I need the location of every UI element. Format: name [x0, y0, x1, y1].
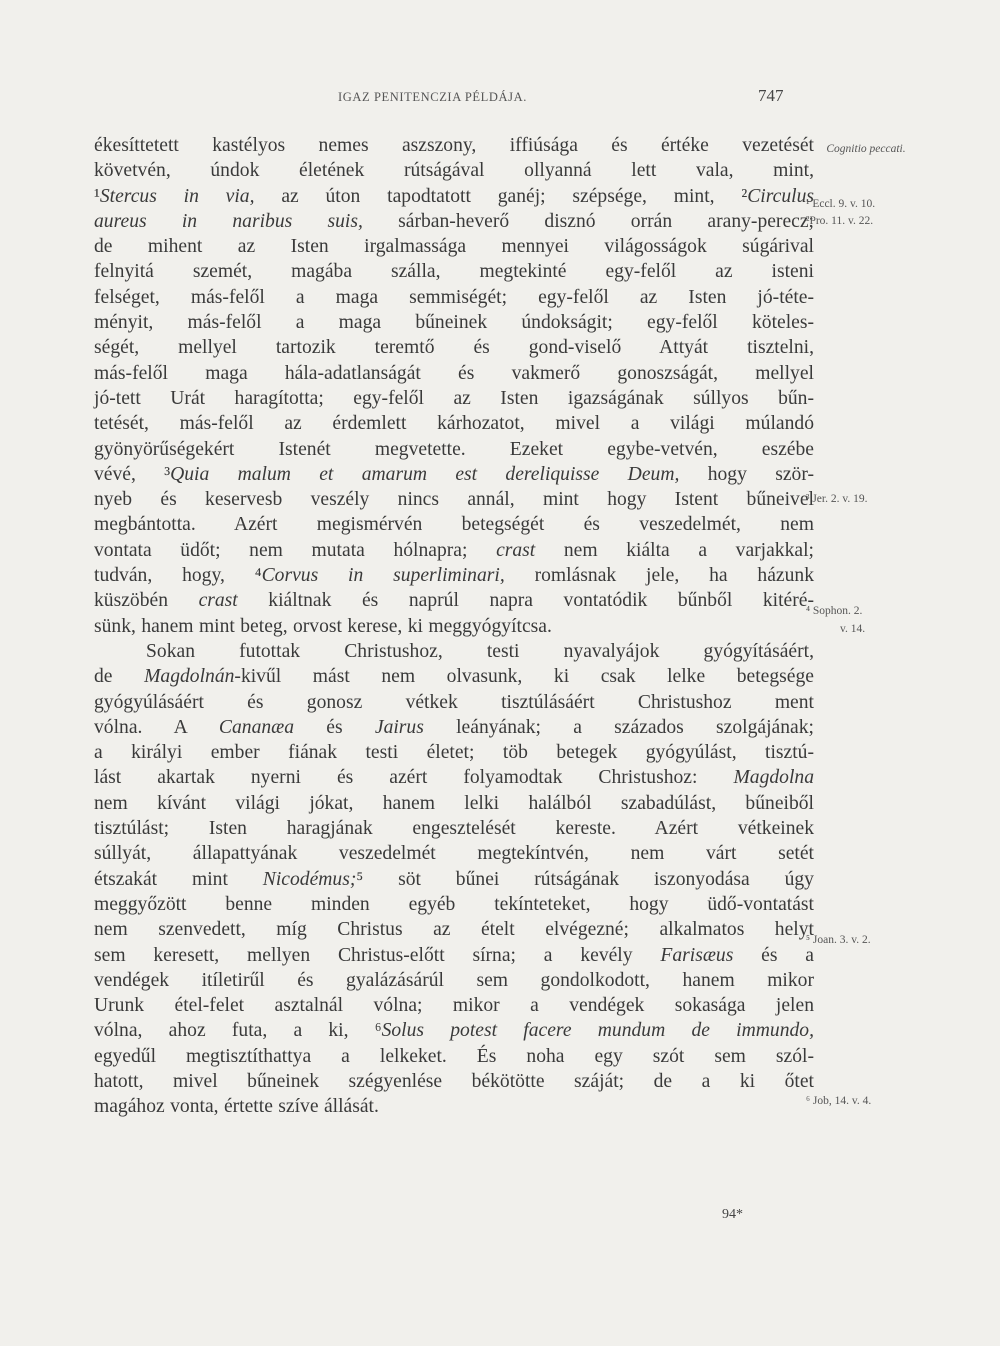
text-line: ¹Stercus in via, az úton tapodtatott ganéj; szépsége, mint, ²Circulus: [94, 185, 815, 207]
text-line: nem szenvedett, míg Christus az ételt elvégezné; alkalmatos helyt: [94, 919, 814, 941]
margin-note-cognitio: Cognitio peccati.: [826, 143, 906, 155]
margin-note-4b: v. 14.: [840, 623, 866, 635]
margin-note-4a: ⁴ Sophon. 2.: [806, 605, 863, 617]
page-header: [0, 86, 1000, 116]
text-line: lást akartak nyerni és azért folyamodtak Christushoz: Magdolna: [94, 767, 814, 789]
text-line: súllyát, állapattyának veszedelmét megtekíntvén, nem várt setét: [94, 843, 814, 865]
text-line: más-felől maga hála-adatlanságát és vakmerő gonoszságát, mellyel: [94, 362, 814, 384]
text-line: jó-tett Urát haragította; egy-felől az Isten igazságának súllyos bűn-: [94, 387, 814, 409]
running-head: IGAZ PENITENCZIA PÉLDÁJA.: [338, 90, 527, 104]
text-line: Urunk étel-felet asztalnál vólna; mikor a vendégek sokasága jelen: [94, 995, 814, 1017]
text-line: nem kívánt világi jókat, hanem lelki halálból szabadúlást, bűneiből: [94, 792, 814, 814]
text-line: követvén, úndok életének rútságával ollyanná lett vala, mint,: [94, 160, 814, 182]
text-line: tisztúlást; Isten haragjának engesztelését kereste. Azért vétkeinek: [94, 818, 814, 840]
text-line: vendégek itíletirűl és gyalázásárúl sem gondolkodott, hanem mikor: [94, 969, 814, 991]
text-line: egyedűl megtisztíthattya a lelkeket. És noha egy szót sem szól-: [94, 1045, 814, 1067]
text-line: tudván, hogy, ⁴Corvus in superliminari, romlásnak jele, ha házunk: [94, 565, 814, 587]
text-line: vólna. A Cananæa és Jairus leányának; a százados szolgájának;: [94, 716, 814, 738]
text-line: a királyi ember fiának testi életet; töb betegek gyógyúlást, tisztú-: [94, 742, 814, 764]
text-line: küszöbén crast kiáltnak és naprúl napra vontatódik bűnből kitéré-: [94, 590, 814, 612]
text-line: tetését, más-felől az érdemlett kárhozatot, mivel a világi múlandó: [94, 413, 814, 435]
margin-note-5: ⁵ Joan. 3. v. 2.: [806, 934, 871, 946]
text-line: magához vonta, értette szíve állását.: [94, 1096, 379, 1118]
text-line: meggyőzött benne minden egyéb tekínteteket, hogy üdő-vontatást: [94, 893, 814, 915]
text-line: sem keresett, mellyen Christus-előtt sírna; a kevély Farisæus és a: [94, 944, 814, 966]
text-line: gyönyörűségekért Istenét megvetette. Ezeket egybe-vetvén, eszébe: [94, 438, 814, 460]
page-number: 747: [758, 86, 784, 105]
text-line: de Magdolnán-kivűl mást nem olvasunk, ki csak lelke betegsége: [94, 666, 814, 688]
text-line: felséget, más-felől a maga semmiségét; egy-felől az Isten jó-téte-: [94, 286, 814, 308]
text-line: vólna, ahoz futa, a ki, ⁶Solus potest facere mundum de immundo,: [94, 1020, 815, 1042]
text-line: nyeb és keservesb veszély nincs annál, mint hogy Istent bűneivel: [94, 489, 814, 511]
margin-note-2: ²Pro. 11. v. 22.: [806, 215, 874, 227]
text-line: megbántotta. Azért megismérvén betegségét és veszedelmét, nem: [94, 514, 814, 536]
text-line: aureus in naribus suis, sárban-heverő disznó orrán arany-perecz;: [94, 210, 814, 232]
signature-mark: 94*: [722, 1207, 743, 1222]
text-line: vévé, ³Quia malum et amarum est dereliquisse Deum, hogy ször-: [94, 463, 814, 485]
text-line: hatott, mivel bűneinek szégyenlése békötötte száját; de a ki őtet: [94, 1070, 814, 1092]
text-line: Sokan futottak Christushoz, testi nyavalyájok gyógyításáért,: [146, 640, 814, 662]
text-line: de mihent az Isten irgalmassága mennyei világosságok súgárival: [94, 236, 814, 258]
text-line: vontata üdőt; nem mutata hólnapra; crast nem kiálta a varjakkal;: [94, 539, 814, 561]
margin-note-6: ⁶ Job, 14. v. 4.: [806, 1095, 872, 1107]
text-line: ségét, mellyel tartozik teremtő és gond-viselő Attyát tisztelni,: [94, 337, 814, 359]
text-line: felnyitá szemét, magába szálla, megtekinté egy-felől az isteni: [94, 261, 814, 283]
body-text: [94, 133, 814, 1120]
text-line: ékesíttetett kastélyos nemes aszszony, iffiúsága és értéke vezetését: [94, 135, 814, 156]
text-line: sünk, hanem mint beteg, orvost kerese, ki meggyógyítcsa.: [94, 615, 552, 637]
text-line: gyógyúlásáért és gonosz vétkek tisztúlásáért Christushoz ment: [94, 691, 814, 713]
text-line: étszakát mint Nicodémus;⁵ söt bűnei rútságának iszonyodása úgy: [94, 868, 814, 890]
text-line: ményit, más-felől a maga bűneinek úndokságit; egy-felől köteles-: [94, 312, 814, 334]
margin-note-1: ¹ Eccl. 9. v. 10.: [806, 198, 876, 210]
margin-note-3: ³ Jer. 2. v. 19.: [806, 493, 868, 505]
